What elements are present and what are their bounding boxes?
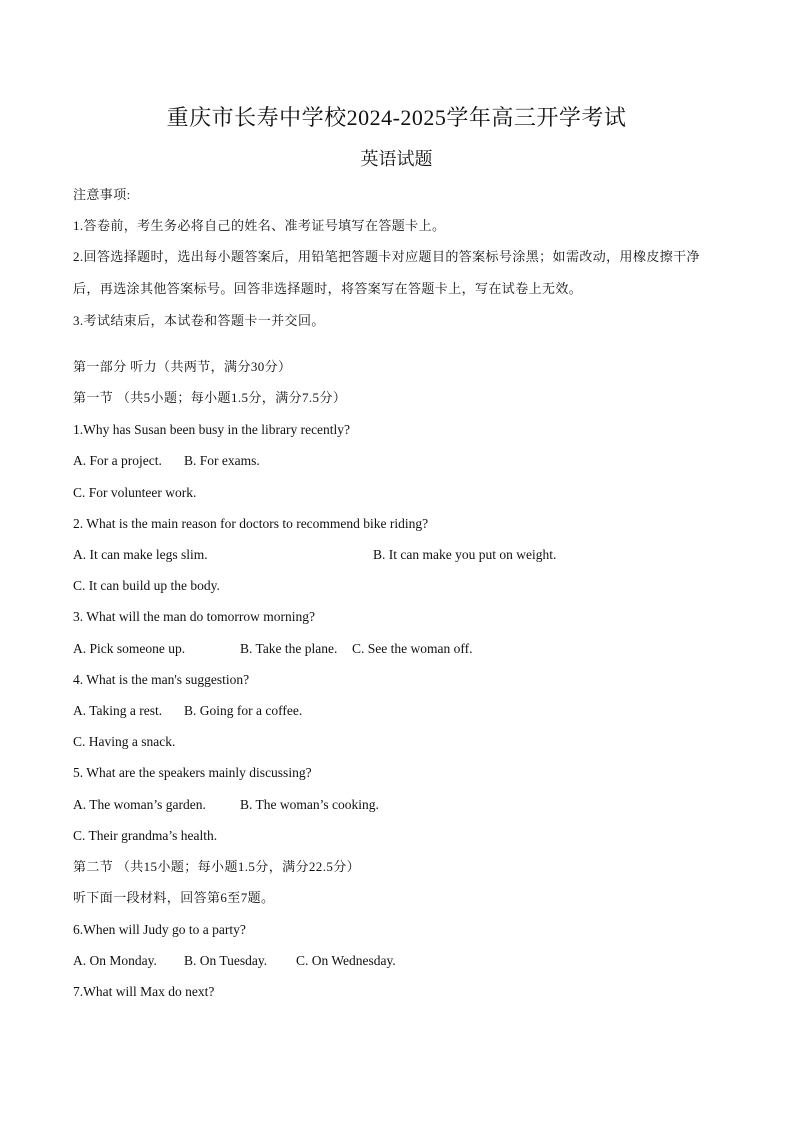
question-5-stem: 5. What are the speakers mainly discussing? (73, 765, 312, 780)
question-2-option-b: B. It can make you put on weight. (373, 547, 557, 562)
question-2-option-a: A. It can make legs slim. (73, 547, 208, 562)
question-3-option-b: B. Take the plane. (240, 641, 338, 656)
question-2-stem: 2. What is the main reason for doctors to recommend bike riding? (73, 516, 429, 531)
question-6-stem: 6.When will Judy go to a party? (73, 922, 246, 937)
question-6-option-c: C. On Wednesday. (296, 953, 396, 968)
exam-subtitle: 英语试题 (360, 149, 433, 169)
question-5-option-a: A. The woman’s garden. (73, 797, 206, 812)
part1-heading: 第一部分 听力（共两节，满分30分） (73, 359, 292, 374)
question-4-option-b: B. Going for a coffee. (184, 703, 303, 718)
question-3-option-a: A. Pick someone up. (73, 641, 186, 656)
question-3-stem: 3. What will the man do tomorrow morning? (73, 609, 315, 624)
question-5-option-c: C. Their grandma’s health. (73, 828, 218, 843)
exam-title: 重庆市长寿中学校2024-2025学年高三开学考试 (166, 105, 627, 130)
question-4-option-a: A. Taking a rest. (73, 703, 163, 718)
question-6-option-a: A. On Monday. (73, 953, 157, 968)
question-1-option-a: A. For a project. (73, 453, 162, 468)
question-1-option-b: B. For exams. (184, 453, 260, 468)
instruction-6-7: 听下面一段材料，回答第6至7题。 (73, 890, 275, 905)
section1-heading: 第一节 （共5小题；每小题1.5分，满分7.5分） (73, 390, 347, 405)
notes-item-3: 3.考试结束后，本试卷和答题卡一并交回。 (73, 313, 325, 328)
notes-item-2-line-1: 2.回答选择题时，选出每小题答案后，用铅笔把答题卡对应题目的答案标号涂黑；如需改动，用橡皮擦干净 (73, 249, 700, 264)
question-1-option-c: C. For volunteer work. (73, 485, 197, 500)
question-7-stem: 7.What will Max do next? (73, 984, 215, 999)
question-3-option-c: C. See the woman off. (352, 641, 473, 656)
notes-item-1: 1.答卷前，考生务必将自己的姓名、准考证号填写在答题卡上。 (73, 218, 446, 233)
notes-item-2-line-2: 后，再选涂其他答案标号。回答非选择题时，将答案写在答题卡上，写在试卷上无效。 (73, 281, 583, 296)
question-5-option-b: B. The woman’s cooking. (240, 797, 379, 812)
question-6-option-b: B. On Tuesday. (184, 953, 268, 968)
question-1-stem: 1.Why has Susan been busy in the library recently? (73, 422, 351, 437)
question-4-option-c: C. Having a snack. (73, 734, 176, 749)
question-4-stem: 4. What is the man's suggestion? (73, 672, 250, 687)
question-2-option-c: C. It can build up the body. (73, 578, 220, 593)
section2-heading: 第二节 （共15小题；每小题1.5分，满分22.5分） (73, 859, 361, 874)
notes-heading: 注意事项: (73, 187, 131, 202)
